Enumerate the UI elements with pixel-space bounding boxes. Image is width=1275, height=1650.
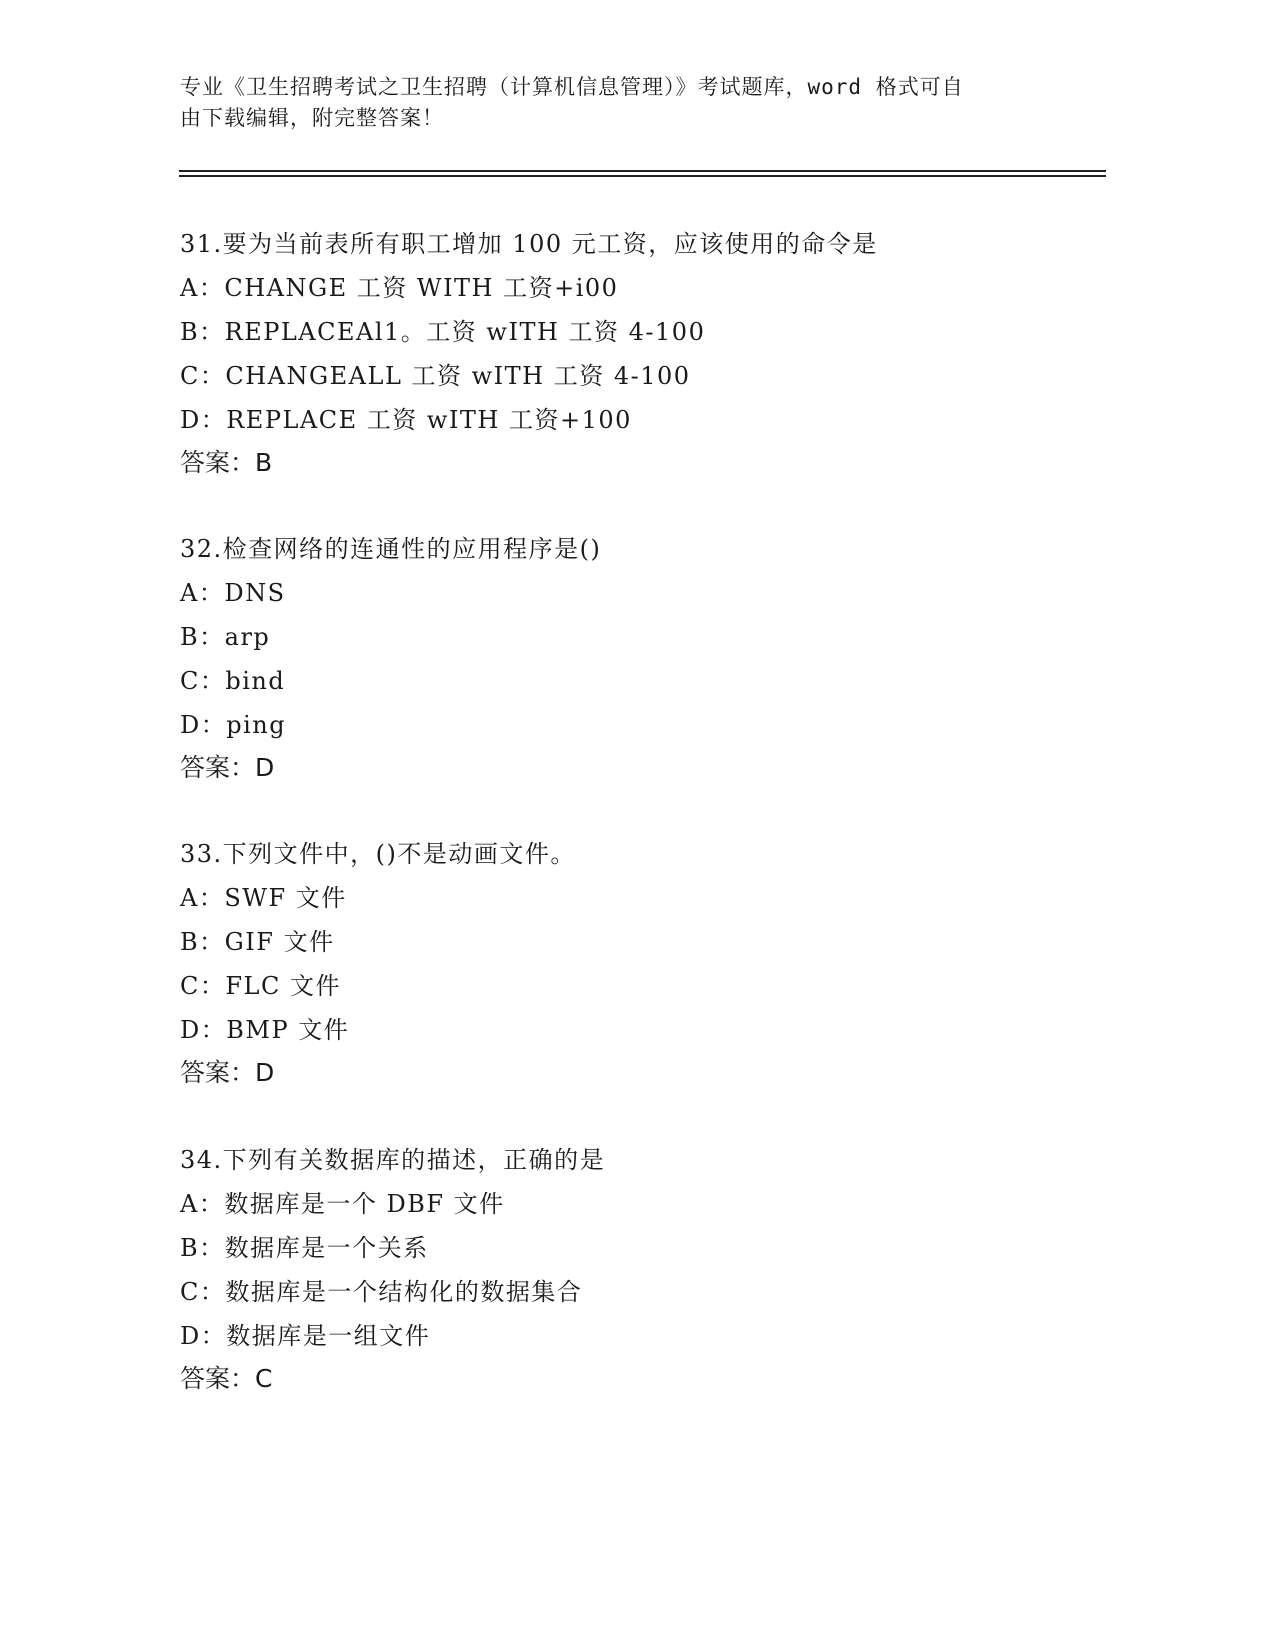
question-32 xyxy=(180,527,1080,789)
document-header xyxy=(180,72,1050,134)
option-a: A：CHANGE 工资 WITH 工资+i00 xyxy=(180,274,619,302)
question-34 xyxy=(180,1138,1080,1400)
question-text: 32.检查网络的连通性的应用程序是() xyxy=(180,535,602,563)
option-b: B：GIF 文件 xyxy=(180,928,335,956)
answer-label: 答案：C xyxy=(180,1364,273,1393)
option-c: C：CHANGEALL 工资 wITH 工资 4-100 xyxy=(180,362,691,390)
question-text: 33.下列文件中，()不是动画文件。 xyxy=(180,840,576,868)
option-a: A：数据库是一个 DBF 文件 xyxy=(180,1190,505,1218)
option-d: D：ping xyxy=(180,711,287,739)
header-line-1: 专业《卫生招聘考试之卫生招聘（计算机信息管理）》考试题库，word 格式可自 xyxy=(180,75,964,99)
answer-label: 答案：D xyxy=(180,753,275,782)
option-b: B：REPLACEAl1。工资 wITH 工资 4-100 xyxy=(180,318,706,346)
option-d: D：数据库是一组文件 xyxy=(180,1322,431,1350)
option-a: A：SWF 文件 xyxy=(180,884,347,912)
header-line-2: 由下载编辑，附完整答案！ xyxy=(180,106,444,130)
question-text: 34.下列有关数据库的描述，正确的是 xyxy=(180,1146,606,1174)
option-d: D：REPLACE 工资 wITH 工资+100 xyxy=(180,406,632,434)
option-c: C：bind xyxy=(180,667,286,695)
header-divider-top xyxy=(179,170,1106,172)
option-b: B：数据库是一个关系 xyxy=(180,1234,429,1262)
option-b: B：arp xyxy=(180,623,271,651)
question-33 xyxy=(180,832,1080,1094)
option-c: C：FLC 文件 xyxy=(180,972,341,1000)
answer-label: 答案：D xyxy=(180,1058,275,1087)
answer-label: 答案：B xyxy=(180,448,273,477)
question-31 xyxy=(180,222,1080,484)
option-c: C：数据库是一个结构化的数据集合 xyxy=(180,1278,583,1306)
question-text: 31.要为当前表所有职工增加 100 元工资，应该使用的命令是 xyxy=(180,230,878,258)
option-a: A：DNS xyxy=(180,579,286,607)
header-divider-bottom xyxy=(179,175,1106,177)
option-d: D：BMP 文件 xyxy=(180,1016,350,1044)
